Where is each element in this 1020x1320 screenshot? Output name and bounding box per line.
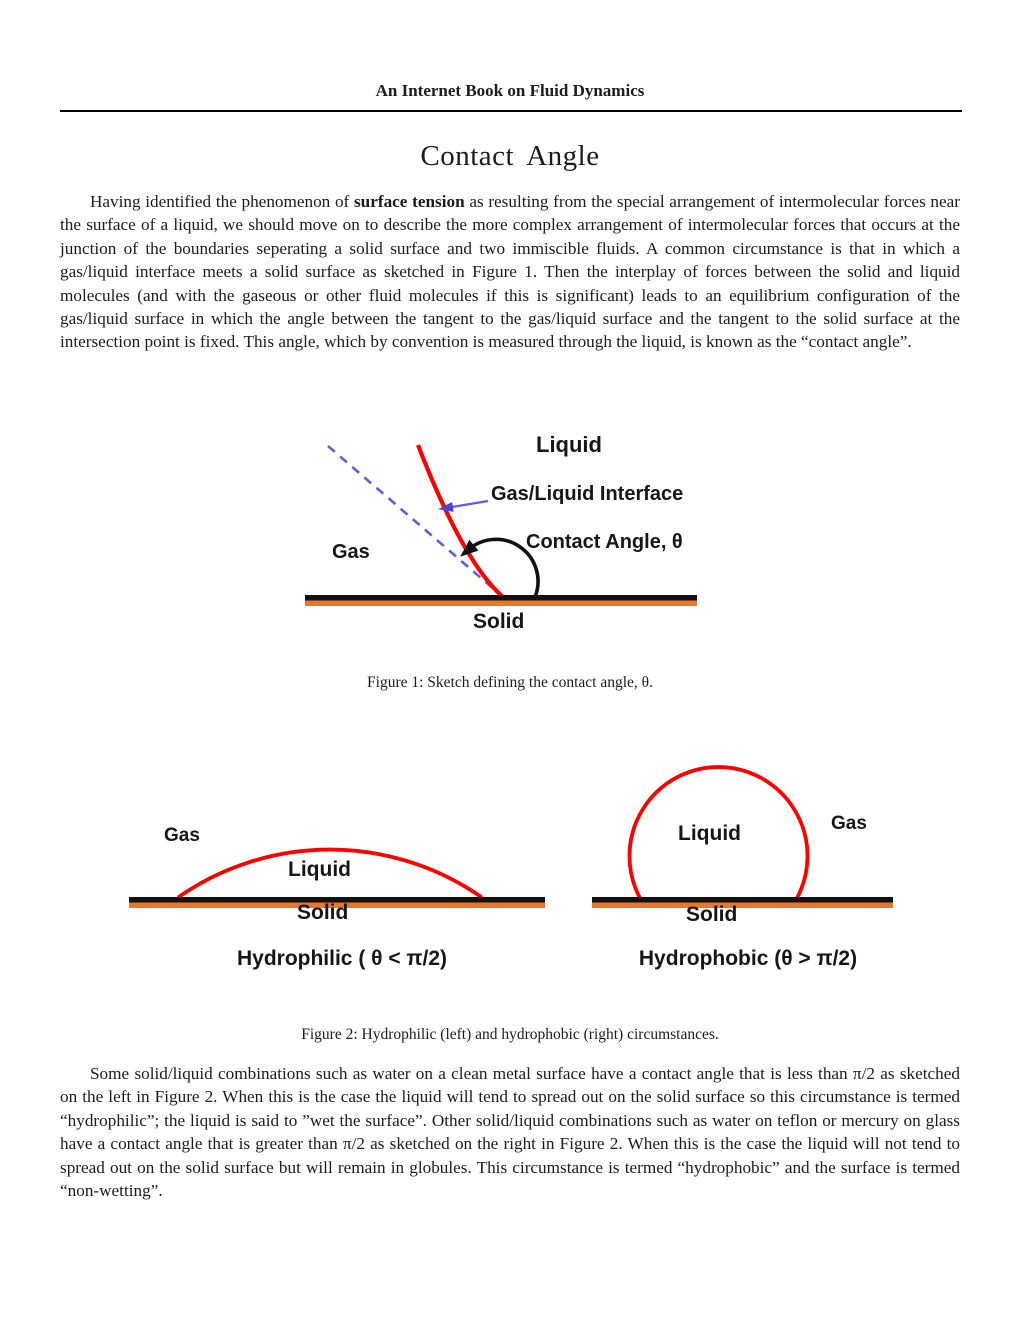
figure2-left-solid-label: Solid <box>297 901 349 924</box>
page-title: Contact Angle <box>420 140 600 172</box>
figure2-right-gas-label: Gas <box>831 813 867 834</box>
figure1-contact-angle-sketch <box>290 427 730 657</box>
solid-surface-line <box>305 595 697 601</box>
right-solid-surface-orange-line <box>592 903 893 909</box>
figure1-interface-label: Gas/Liquid Interface <box>491 483 684 505</box>
figure2-hydrophilic-label: Hydrophilic ( θ < π/2) <box>236 947 448 970</box>
solid-surface-orange-line <box>305 601 697 607</box>
gas-liquid-interface-curve <box>418 445 503 597</box>
figure1-liquid-label: Liquid <box>536 432 602 457</box>
figure2-hydrophobic-label: Hydrophobic (θ > π/2) <box>638 947 858 970</box>
header-rule <box>60 110 962 112</box>
book-header: An Internet Book on Fluid Dynamics <box>375 81 645 100</box>
figure1-contact-angle-label: Contact Angle, θ <box>526 531 683 553</box>
figure2-left-gas-label: Gas <box>164 825 200 846</box>
figure2-hydrophilic-hydrophobic <box>120 755 910 990</box>
figure1-caption: Figure 1: Sketch defining the contact angle, θ. <box>367 674 653 691</box>
interface-label-arrow-line <box>452 501 488 507</box>
right-solid-surface-line <box>592 897 893 903</box>
paragraph-wetting: Some solid/liquid combinations such as water on a clean metal surface have a contact angle that is less than π/2 as sketched on the left in Figure 2. When this is the case the liquid will tend to spread out on the solid surface so this circumstance is termed “hydrophilic”; the liquid is said to ”wet the surface”. Other solid/liquid combinations such as water on teflon or mercury on glass have a contact angle that is greater than π/2 as sketched on the right in Figure 2. When this is the case the liquid will not tend to spread out on the solid surface but will remain in globules. This circumstance is termed “hydrophobic” and the surface is termed “non-wetting”. <box>60 1064 960 1201</box>
figure2-caption: Figure 2: Hydrophilic (left) and hydrophobic (right) circumstances. <box>301 1026 719 1043</box>
tangent-dashed-line <box>328 446 503 597</box>
figure2-left-liquid-label: Liquid <box>288 858 351 881</box>
figure1-gas-label: Gas <box>332 541 370 563</box>
figure2-right-liquid-label: Liquid <box>678 822 741 845</box>
paragraph-intro: Having identified the phenomenon of surface tension as resulting from the special arrangement of intermolecular forces near the surface of a liquid, we should move on to describe the more complex arrangement of intermolecular forces that occurs at the junction of the boundaries seperating a solid surface and two immiscible fluids. A common circumstance is that in which a gas/liquid interface meets a solid surface as sketched in Figure 1. Then the interplay of forces between the solid and liquid molecules (and with the gaseous or other fluid molecules if this is significant) leads to an equilibrium configuration of the gas/liquid surface in which the angle between the tangent to the gas/liquid surface and the tangent to the solid surface at the intersection point is fixed. This angle, which by convention is measured through the liquid, is known as the “contact angle”. <box>60 192 961 352</box>
figure2-right-solid-label: Solid <box>686 903 738 926</box>
figure1-solid-label: Solid <box>473 610 525 633</box>
